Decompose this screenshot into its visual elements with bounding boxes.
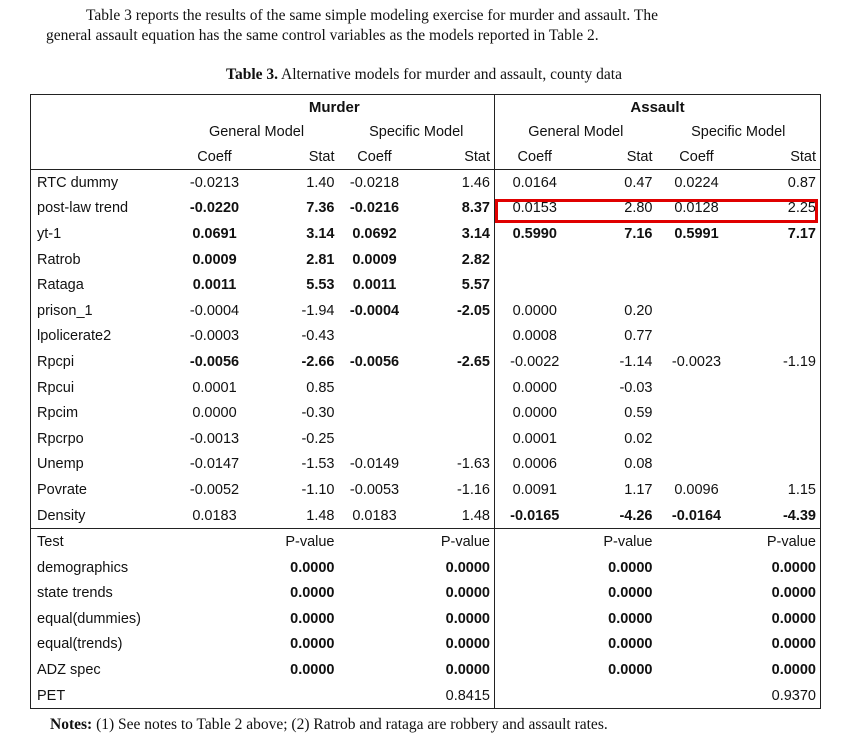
empty-cell: [657, 555, 737, 581]
empty-cell: [175, 657, 255, 683]
stat-cell: [411, 375, 495, 401]
table-row: [31, 272, 821, 298]
coeff-cell: 0.0011: [192, 277, 237, 294]
coeff-cell: 0.0096: [674, 481, 719, 498]
coeff-cell: [339, 400, 411, 426]
empty-cell: [175, 683, 255, 709]
row-label: prison_1: [37, 302, 93, 319]
pvalue-header: P-value: [575, 529, 657, 555]
test-label: equal(trends): [37, 636, 123, 653]
coeff-cell: 0.0000: [495, 400, 575, 426]
coeff-cell: -0.0216: [349, 200, 400, 217]
empty-cell: [657, 632, 737, 658]
pvalue-cell: 0.0000: [771, 559, 816, 576]
intro-paragraph: [46, 6, 816, 46]
coeff-cell: 0.5990: [495, 221, 575, 247]
stat-cell: 0.02: [624, 430, 653, 447]
header-stat: Stat: [308, 148, 335, 165]
stat-cell: -2.05: [456, 302, 490, 319]
test-label: PET: [37, 687, 66, 704]
header-stat: Stat: [626, 148, 653, 165]
coeff-cell: 0.0000: [495, 298, 575, 324]
table-row: [31, 170, 821, 196]
notes-text: (1) See notes to Table 2 above; (2) Ratrob and rataga are robbery and assault rates.: [92, 716, 608, 733]
stat-cell: [737, 298, 821, 324]
coeff-cell: -0.0053: [349, 481, 400, 498]
empty-cell: [495, 555, 575, 581]
stat-cell: 1.48: [306, 507, 335, 524]
header-assault: Assault: [495, 95, 821, 120]
test-row: [31, 581, 821, 607]
empty-cell: [657, 657, 737, 683]
stat-cell: -4.26: [619, 507, 653, 524]
header-murder: Murder: [308, 98, 360, 116]
row-label: Rpcui: [37, 379, 75, 396]
coeff-cell: [657, 400, 737, 426]
stat-cell: [737, 426, 821, 452]
stat-cell: -4.39: [782, 507, 816, 524]
coeff-cell: -0.0149: [349, 456, 400, 473]
test-row: [31, 632, 821, 658]
test-row: [31, 683, 821, 709]
pvalue-cell: 0.0000: [608, 559, 653, 576]
pvalue-cell: 0.0000: [771, 662, 816, 679]
stat-cell: -1.19: [782, 353, 816, 370]
coeff-cell: -0.0147: [189, 456, 240, 473]
coeff-cell: 0.0224: [657, 170, 737, 196]
row-label: Rpcim: [37, 405, 79, 422]
row-label: post-law trend: [37, 200, 129, 217]
stat-cell: 1.40: [255, 170, 339, 196]
empty-cell: [495, 529, 575, 555]
stat-cell: 0.85: [306, 379, 335, 396]
empty-cell: [495, 606, 575, 632]
coeff-cell: 0.0006: [495, 452, 575, 478]
empty-cell: [175, 581, 255, 607]
coeff-cell: 0.0183: [192, 507, 237, 524]
coeff-cell: -0.0164: [671, 507, 722, 524]
intro-line-1: Table 3 reports the results of the same simple modeling exercise for murder and assault. The: [86, 7, 658, 24]
intro-line-2: general assault equation has the same control variables as the models reported in Table 2.: [46, 27, 599, 44]
pvalue-cell: 0.0000: [290, 559, 335, 576]
table-row: [31, 247, 821, 273]
table-row: [31, 452, 821, 478]
coeff-cell: 0.0128: [674, 200, 719, 217]
coeff-cell: 0.0091: [495, 477, 575, 503]
row-label: Density: [37, 507, 86, 524]
stat-cell: 2.82: [461, 251, 490, 268]
table-row: [31, 426, 821, 452]
header-coeff: Coeff: [495, 144, 575, 170]
coeff-cell: 0.0011: [352, 277, 397, 294]
header-coeff: Coeff: [679, 148, 714, 165]
pvalue-cell: 0.0000: [290, 585, 335, 602]
table-row: [31, 349, 821, 375]
test-label: ADZ spec: [37, 662, 101, 679]
stat-cell: -0.30: [301, 405, 335, 422]
stat-cell: 7.36: [306, 200, 335, 217]
test-label: equal(dummies): [37, 610, 141, 627]
pvalue-cell: 0.0000: [771, 585, 816, 602]
empty-cell: [657, 581, 737, 607]
stat-cell: 3.14: [461, 225, 490, 242]
header-stat: Stat: [790, 148, 816, 165]
stat-cell: -1.16: [456, 481, 490, 498]
empty-cell: [339, 529, 411, 555]
pvalue-cell: 0.0000: [445, 610, 490, 627]
header-coeff: Coeff: [197, 148, 232, 165]
stat-cell: [737, 452, 821, 478]
coeff-cell: [495, 247, 575, 273]
coeff-cell: 0.0008: [495, 324, 575, 350]
header-murder-general: General Model: [208, 123, 305, 140]
stat-cell: 1.15: [787, 481, 816, 498]
empty-cell: [657, 683, 737, 709]
pvalue-cell: 0.0000: [771, 636, 816, 653]
coeff-cell: -0.0004: [349, 302, 400, 319]
empty-cell: [339, 632, 411, 658]
coeff-cell: [657, 452, 737, 478]
stat-cell: -0.43: [301, 328, 335, 345]
empty-cell: [657, 529, 737, 555]
stat-cell: [737, 247, 821, 273]
table-row: [31, 375, 821, 401]
coeff-cell: -0.0052: [189, 481, 240, 498]
stat-cell: 7.16: [624, 225, 653, 242]
header-assault-general: General Model: [495, 119, 657, 144]
pvalue-cell: [575, 683, 657, 709]
test-row: [31, 657, 821, 683]
stat-cell: [575, 247, 657, 273]
coeff-cell: 0.0001: [192, 379, 237, 396]
stat-cell: 2.80: [624, 200, 653, 217]
empty-cell: [657, 606, 737, 632]
coeff-cell: -0.0013: [189, 430, 240, 447]
pvalue-cell: 0.0000: [445, 559, 490, 576]
test-header-label: Test: [31, 529, 175, 555]
stat-cell: -1.14: [619, 353, 653, 370]
table-row: [31, 196, 821, 222]
stat-cell: [737, 375, 821, 401]
coeff-cell: 0.0692: [352, 225, 397, 242]
pvalue-cell: 0.0000: [608, 662, 653, 679]
stat-cell: 0.08: [624, 456, 653, 473]
test-label: demographics: [37, 559, 129, 576]
stat-cell: 5.53: [306, 277, 335, 294]
table-row: [31, 324, 821, 350]
stat-cell: [411, 426, 495, 452]
pvalue-header: P-value: [737, 529, 821, 555]
empty-cell: [495, 683, 575, 709]
empty-cell: [339, 657, 411, 683]
pvalue-cell: 0.0000: [771, 610, 816, 627]
empty-cell: [339, 683, 411, 709]
coeff-cell: [657, 272, 737, 298]
coeff-cell: [495, 272, 575, 298]
pvalue-header: P-value: [411, 529, 495, 555]
stat-cell: -2.65: [456, 353, 490, 370]
pvalue-cell: 0.0000: [290, 610, 335, 627]
stat-cell: [411, 400, 495, 426]
row-label: Ratrob: [37, 251, 81, 268]
stat-cell: 0.47: [575, 170, 657, 196]
pvalue-cell: 0.8415: [445, 687, 490, 704]
stat-cell: [737, 400, 821, 426]
empty-cell: [175, 555, 255, 581]
empty-cell: [495, 632, 575, 658]
coeff-cell: [657, 426, 737, 452]
coeff-cell: -0.0056: [189, 353, 240, 370]
empty-cell: [339, 581, 411, 607]
coeff-cell: [339, 375, 411, 401]
test-header-row: [31, 529, 821, 555]
pvalue-header: P-value: [255, 529, 339, 555]
pvalue-cell: 0.0000: [608, 610, 653, 627]
coeff-cell: [339, 324, 411, 350]
coeff-cell: 0.0009: [192, 251, 237, 268]
row-label: Unemp: [37, 456, 84, 473]
caption-label: Table 3.: [226, 66, 279, 83]
stat-cell: 0.20: [624, 302, 653, 319]
empty-cell: [495, 581, 575, 607]
stat-cell: 2.25: [787, 200, 816, 217]
row-label: Rataga: [37, 277, 84, 294]
stat-cell: 8.37: [461, 200, 490, 217]
pvalue-cell: 0.0000: [290, 662, 335, 679]
row-label: RTC dummy: [31, 170, 175, 196]
notes-label: Notes:: [50, 716, 93, 733]
pvalue-cell: 0.9370: [771, 687, 816, 704]
stat-cell: [411, 324, 495, 350]
row-label: Povrate: [37, 481, 87, 498]
coeff-cell: -0.0023: [671, 353, 722, 370]
stat-cell: -1.53: [301, 456, 335, 473]
results-table: [30, 94, 821, 709]
stat-cell: [737, 324, 821, 350]
coeff-cell: [339, 426, 411, 452]
stat-cell: 7.17: [787, 225, 816, 242]
pvalue-cell: 0.0000: [608, 636, 653, 653]
row-label: Rpcpi: [37, 353, 75, 370]
row-label: lpolicerate2: [37, 328, 112, 345]
coeff-cell: [657, 375, 737, 401]
header-assault-specific: Specific Model: [691, 123, 786, 140]
coeff-cell: 0.0000: [192, 405, 237, 422]
stat-cell: -0.03: [619, 379, 653, 396]
test-label: state trends: [37, 585, 113, 602]
table-caption: [0, 66, 848, 84]
coeff-cell: [657, 247, 737, 273]
row-label: Rpcrpo: [37, 430, 84, 447]
coeff-cell: -0.0003: [189, 328, 240, 345]
coeff-cell: 0.0001: [495, 426, 575, 452]
stat-cell: 1.48: [461, 507, 490, 524]
stat-cell: -1.63: [456, 456, 490, 473]
header-stat: Stat: [464, 148, 490, 165]
coeff-cell: 0.5991: [674, 225, 719, 242]
empty-cell: [339, 555, 411, 581]
pvalue-cell: 0.0000: [290, 636, 335, 653]
empty-cell: [339, 606, 411, 632]
coeff-cell: 0.0691: [192, 225, 237, 242]
table-notes: [50, 716, 608, 734]
test-row: [31, 555, 821, 581]
stat-cell: 0.87: [737, 170, 821, 196]
coeff-cell: 0.0164: [495, 170, 575, 196]
pvalue-cell: [255, 683, 339, 709]
coeff-cell: 0.0009: [352, 251, 397, 268]
coeff-cell: -0.0213: [175, 170, 255, 196]
coeff-cell: [657, 324, 737, 350]
table-row: [31, 221, 821, 247]
pvalue-cell: 0.0000: [445, 662, 490, 679]
pvalue-cell: 0.0000: [445, 636, 490, 653]
table-row: [31, 400, 821, 426]
table-row: [31, 298, 821, 324]
coeff-cell: 0.0000: [495, 375, 575, 401]
stat-cell: [575, 272, 657, 298]
caption-text: Alternative models for murder and assault, county data: [278, 66, 622, 83]
stat-cell: 5.57: [461, 277, 490, 294]
pvalue-cell: 0.0000: [608, 585, 653, 602]
stat-cell: -1.10: [301, 481, 335, 498]
table-row: [31, 477, 821, 503]
stat-cell: 1.17: [624, 481, 653, 498]
stat-cell: 0.59: [624, 405, 653, 422]
table-row: [31, 503, 821, 529]
stat-cell: 2.81: [306, 251, 335, 268]
stat-cell: 0.77: [624, 328, 653, 345]
stat-cell: [737, 272, 821, 298]
stat-cell: 3.14: [306, 225, 335, 242]
empty-cell: [175, 632, 255, 658]
empty-cell: [495, 657, 575, 683]
stat-cell: -2.66: [301, 353, 335, 370]
header-coeff: Coeff: [357, 148, 392, 165]
test-row: [31, 606, 821, 632]
coeff-cell: 0.0183: [352, 507, 397, 524]
stat-cell: -1.94: [301, 302, 335, 319]
header-murder-specific: Specific Model: [369, 123, 464, 140]
pvalue-cell: 0.0000: [445, 585, 490, 602]
empty-cell: [175, 529, 255, 555]
coeff-cell: -0.0004: [189, 302, 240, 319]
coeff-cell: -0.0220: [189, 200, 240, 217]
row-label: yt-1: [37, 225, 62, 242]
coeff-cell: -0.0218: [339, 170, 411, 196]
stat-cell: -0.25: [301, 430, 335, 447]
coeff-cell: 0.0153: [495, 196, 575, 222]
coeff-cell: -0.0165: [495, 503, 575, 529]
coeff-cell: -0.0056: [349, 353, 400, 370]
empty-cell: [175, 606, 255, 632]
coeff-cell: [657, 298, 737, 324]
stat-cell: 1.46: [411, 170, 495, 196]
coeff-cell: -0.0022: [495, 349, 575, 375]
